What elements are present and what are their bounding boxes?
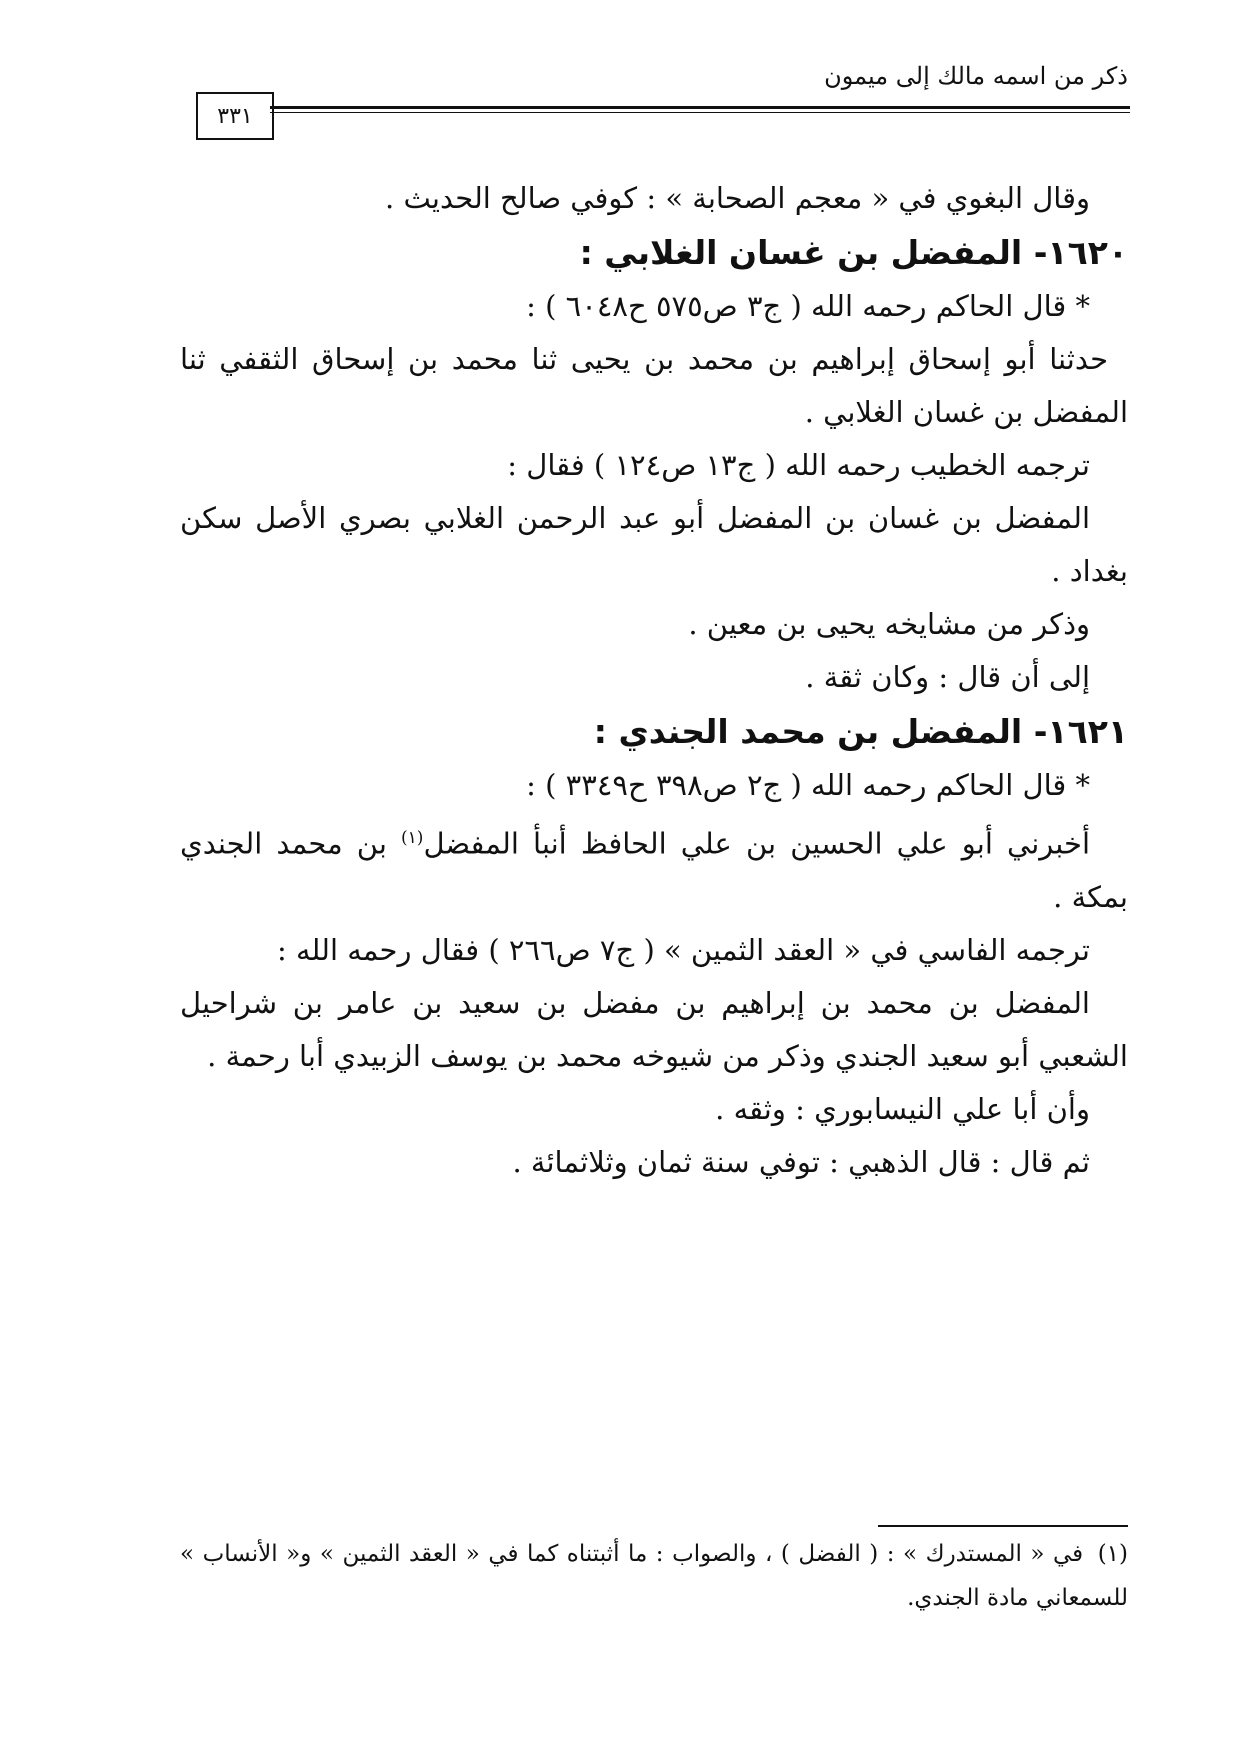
paragraph: وأن أبا علي النيسابوري : وثقه . [715,1091,1090,1126]
entry-heading-1621: ١٦٢١- المفضل بن محمد الجندي : [593,712,1128,751]
footnote-text: في « المستدرك » : ( الفضل ) ، والصواب : ما أثبتناه كما في « العقد الثمين » و« الأنساب » للسمعاني مادة الجندي. [180,1541,1128,1611]
page-number: ٣٣١ [217,103,253,129]
header-rule-thin [270,112,1130,113]
main-text [180,172,1128,1189]
entry-heading-1620: ١٦٢٠- المفضل بن غسان الغلابي : [579,233,1128,272]
paragraph: ثم قال : قال الذهبي : توفي سنة ثمان وثلاثمائة . [512,1144,1090,1179]
footnote-number: (١) [1097,1541,1129,1567]
footnote [180,1532,1128,1620]
paragraph: وقال البغوي في « معجم الصحابة » : كوفي صالح الحديث . [385,181,1090,215]
paragraph: المفضل بن غسان بن المفضل أبو عبد الرحمن الغلابي بصري الأصل سكن بغداد . [180,501,1128,588]
paragraph-text: أخبرني أبو علي الحسين بن علي الحافظ أنبأ المفضل [423,826,1091,861]
paragraph-text: بن محمد الجندي بمكة . [180,826,1128,914]
paragraph: المفضل بن محمد بن إبراهيم بن مفضل بن سعيد بن عامر بن شراحيل الشعبي أبو سعيد الجندي وذكر من شيوخه محمد بن يوسف الزبيدي أبا رحمة . [180,985,1128,1073]
header-rule-thick [270,106,1130,109]
paragraph [180,812,1128,924]
paragraph: ترجمه الخطيب رحمه الله ( ج١٣ ص١٢٤ ) فقال : [507,448,1090,482]
page-number-box [196,92,274,140]
footnote-marker: (١) [401,828,424,848]
paragraph: إلى أن قال : وكان ثقة . [805,660,1090,694]
paragraph: * قال الحاكم رحمه الله ( ج٣ ص٥٧٥ ح٦٠٤٨ ) : [526,289,1090,323]
paragraph: وذكر من مشايخه يحيى بن معين . [688,607,1090,641]
paragraph: * قال الحاكم رحمه الله ( ج٢ ص٣٩٨ ح٣٣٤٩ ) : [526,768,1090,802]
paragraph: ترجمه الفاسي في « العقد الثمين » ( ج٧ ص٢٦٦ ) فقال رحمه الله : [277,932,1090,967]
footnote-separator [878,1525,1128,1527]
running-header-title: ذكر من اسمه مالك إلى ميمون [824,62,1128,90]
paragraph: حدثنا أبو إسحاق إبراهيم بن محمد بن يحيى ثنا محمد بن إسحاق الثقفي ثنا المفضل بن غسان الغلابي . [180,342,1128,429]
